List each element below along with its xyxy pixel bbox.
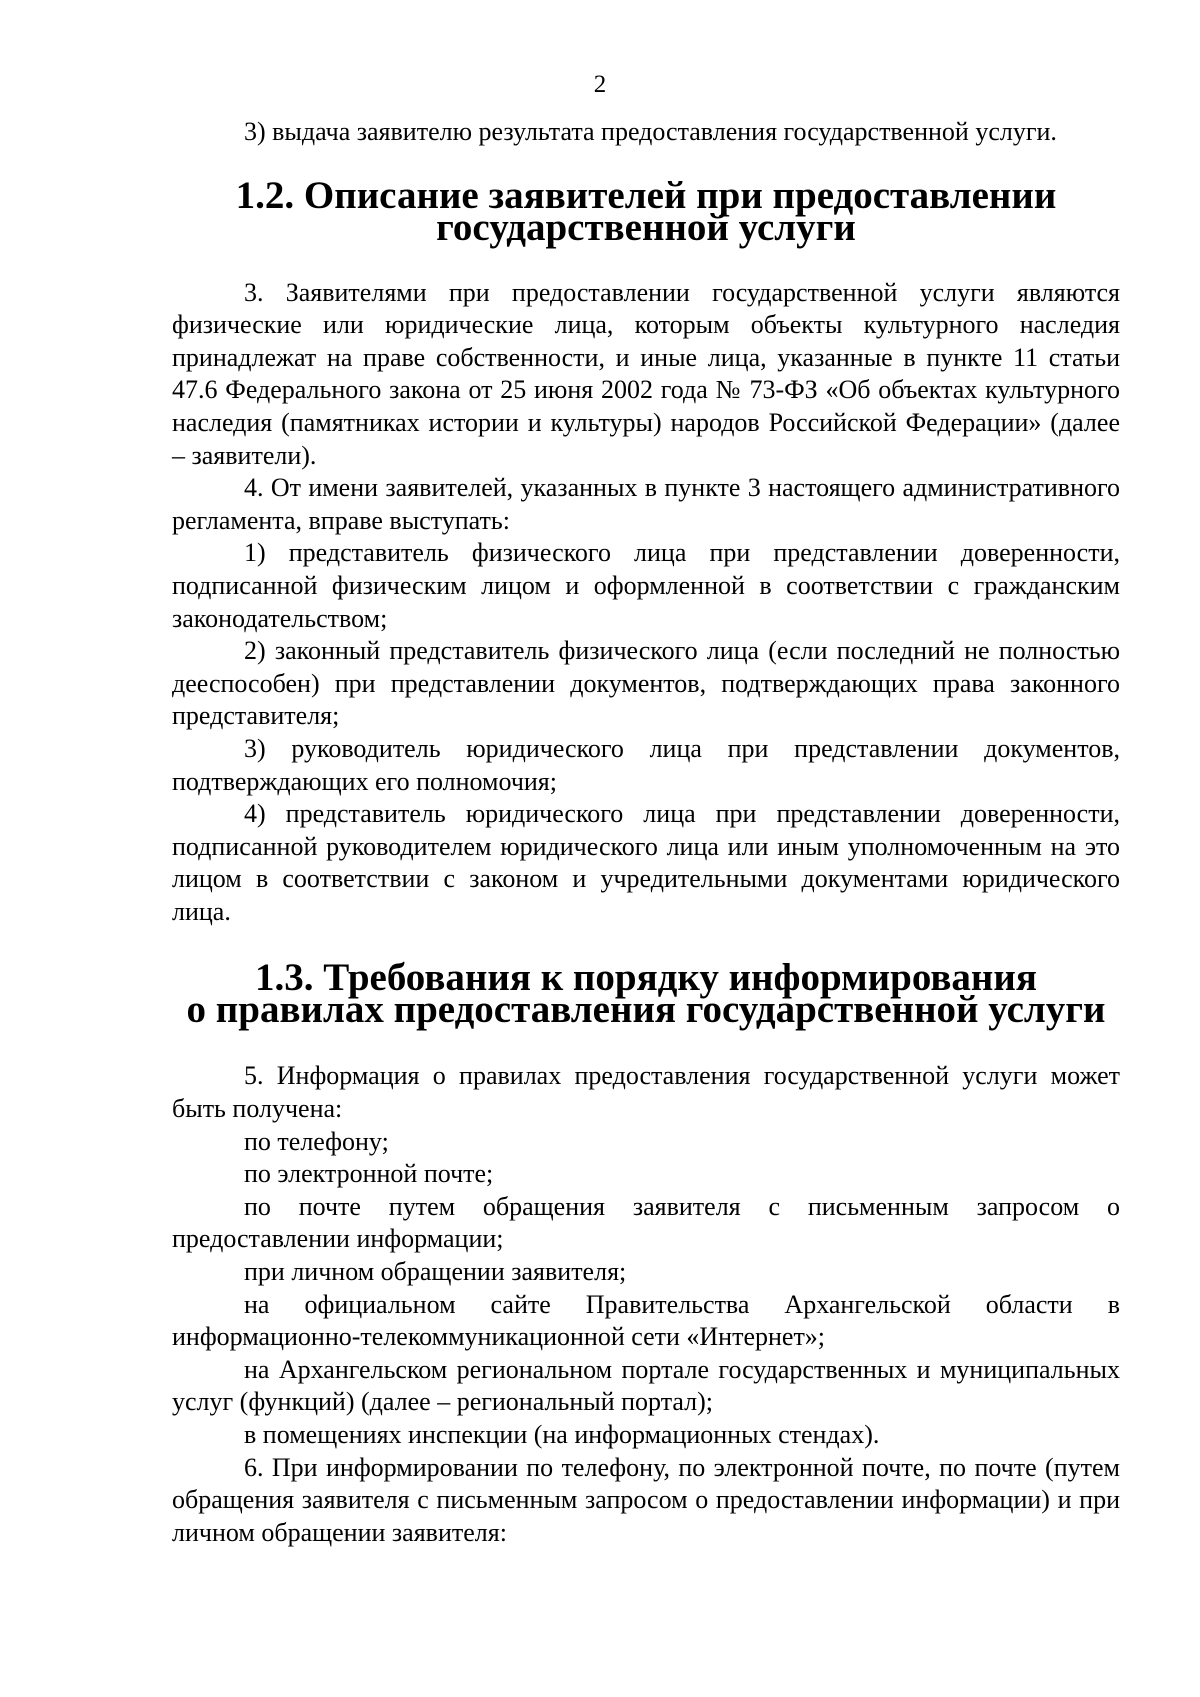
list-item-phone: по телефону; [244, 1126, 389, 1156]
paragraph-item-3: 3. Заявителями при предоставлении государственной услуги являются физические или юридические лица, которым объекты культурного наследия принадлежат на праве собственности, и иные лица, указанные в пункте 11 статьи 47.6 Федерального закона от 25 июня 2002 года № 73-ФЗ «Об объектах культурного наследия (памятниках истории и культуры) народов Российской Федерации» (далее – заявители). [172, 277, 1120, 470]
paragraph-item-4-2: 2) законный представитель физического лица (если последний не полностью дееспособен) при представлении документов, подтверждающих права законного представителя; [172, 636, 1120, 731]
section-heading-1-2-line2: государственной услуги [436, 205, 856, 249]
paragraph-intro-item3: 3) выдача заявителю результата предоставления государственной услуги. [244, 117, 1057, 146]
list-item-post: по почте путем обращения заявителя с письменным запросом о предоставлении информации; [172, 1191, 1120, 1254]
list-item-official-site: на официальном сайте Правительства Архангельской области в информационно-телекоммуникационной сети «Интернет»; [172, 1289, 1120, 1352]
list-item-email: по электронной почте; [244, 1159, 494, 1189]
paragraph-item-4-3: 3) руководитель юридического лица при представлении документов, подтверждающих его полномочия; [172, 733, 1120, 796]
section-heading-1-3-line1: 1.3. Требования к порядку информирования [255, 956, 1037, 1000]
paragraph-item-4-1: 1) представитель физического лица при представлении доверенности, подписанной физическим лицом и оформленной в соответствии с гражданским законодательством; [172, 538, 1120, 633]
section-heading-1-2-line1: 1.2. Описание заявителей при предоставлении [235, 173, 1057, 217]
paragraph-item-4-4: 4) представитель юридического лица при представлении доверенности, подписанной руководителем юридического лица или иным уполномоченным на это лицом в соответствии с законом и учредительными документами юридического лица. [172, 799, 1120, 926]
section-heading-1-3-line2: о правилах предоставления государственной услуги [186, 988, 1106, 1032]
section-heading-1-3 [172, 956, 1120, 1032]
document-body [172, 116, 1120, 1549]
list-item-personal-visit: при личном обращении заявителя; [244, 1257, 627, 1287]
list-item-inspection-premises: в помещениях инспекции (на информационных стендах). [244, 1420, 880, 1449]
section-heading-1-2 [172, 173, 1120, 249]
list-item-regional-portal: на Архангельском региональном портале государственных и муниципальных услуг (функций) (далее – региональный портал); [172, 1354, 1120, 1417]
paragraph-item-5: 5. Информация о правилах предоставления государственной услуги может быть получена: [172, 1061, 1120, 1124]
page-number: 2 [593, 71, 607, 98]
paragraph-item-4: 4. От имени заявителей, указанных в пункте 3 настоящего административного регламента, вправе выступать: [172, 473, 1120, 535]
paragraph-item-6: 6. При информировании по телефону, по электронной почте, по почте (путем обращения заявителя с письменным запросом о предоставлении информации) и при личном обращении заявителя: [172, 1452, 1120, 1547]
